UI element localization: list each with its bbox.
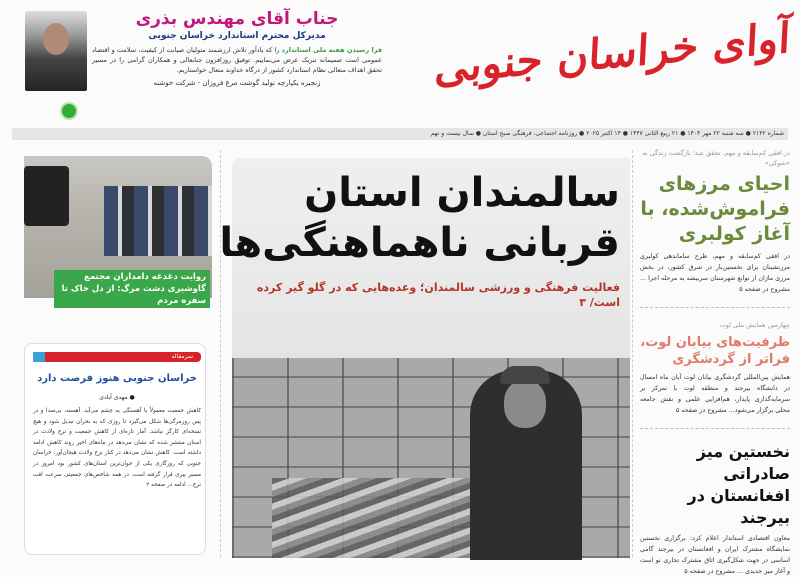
divider bbox=[640, 307, 790, 308]
news-item[interactable] bbox=[640, 441, 790, 577]
news-headline[interactable]: ظرفیت‌های بیابان لوت، فراتر از گردشگری bbox=[640, 335, 790, 367]
main-headline[interactable] bbox=[219, 168, 620, 268]
column-divider bbox=[632, 150, 633, 557]
main-lead: فعالیت فرهنگی و ورزشی سالمندان؛ وعده‌هایی که در گلو گیر کرده است/ ۳ bbox=[256, 281, 620, 309]
company-logo-icon bbox=[60, 102, 78, 120]
editorial-body: کاهش جمعیت معمولاً با آهستگی به چشم می‌آید. آهسته، بی‌صدا و در پس روزمرگی‌ها شکل می‌گیرد تا روزی که به بحران تبدیل شود و هیچ نسخه‌ای کارگر نباشد. آمار تازه‌ای از کاهش جمعیت و نرخ ولادت در استان منتشر شده که نشان می‌دهد در ماه‌های اخیر روند کاهش ادامه داشته است. کاهش نشان می‌دهد در کنار نرخ ولادت هیجان‌آور، خراسان جنوبی که روزگاری یکی از جوان‌ترین استان‌های کشور بود امروز در مسیر پیری قرار گرفته است. در همه شاخص‌های جمعیتی سرعت افت نرخ... ادامه در صفحه ۲ bbox=[33, 408, 201, 489]
ad-portrait-photo bbox=[25, 11, 87, 91]
dateline-bar: شماره ۲۱۳۲ ● سه شنبه ۲۲ مهر ۱۴۰۴ ● ۲۱ ربیع الثانی ۱۴۴۷ ● ۱۴ اکتبر ۲۰۲۵ ● روزنامه اجتماعی، فرهنگی صبح استان ● سال بیست و نهم bbox=[12, 128, 788, 140]
photo-caption[interactable]: روایت دغدغه دامداران مجتمع گاوشیری دشت مرگ: از دل خاک تا سفره مردم bbox=[54, 270, 210, 308]
column-divider bbox=[220, 150, 221, 557]
ad-body-text: را که یادآور تلاش ارزشمند متولیان صیانت از کیفیت، سلامت و اقتصاد عمومی است صمیمانه تبریک عرض می‌نماییم. توفیق روزافزون جنابعالی و همکاران گرامی را در مسیر تحقق اهداف متعالی نظام استاندارد کشور از درگاه خداوند متعال خواستاریم. bbox=[92, 46, 382, 74]
news-body: همایش بین‌المللی گردشگری بیابان لوت آبان ماه امسال در دانشگاه بیرجند و منطقه لوت با تمرکز بر سرمایه‌گذاری پایدار، هم‌افزایی علمی و نقش جامعه محلی برگزار می‌شود... مشروح در صفحه ۵ bbox=[640, 374, 790, 414]
ad-text-block bbox=[92, 8, 382, 89]
headline-line-1: سالمندان استان bbox=[304, 170, 620, 216]
news-kicker: چهارمین همایش ملی لوت bbox=[719, 321, 790, 329]
divider bbox=[640, 428, 790, 429]
right-news-column bbox=[640, 148, 790, 575]
photo-face bbox=[504, 380, 546, 428]
news-body: در افقی کم‌سابقه و مهم، طرح ساماندهی کولبری مرزنشینان برای نخستین‌بار در شرق کشور، در بخش مرزی ماژان از توابع شهرستان سربیشه به مرحله اجرا ... مشروح در صفحه ۵ bbox=[640, 253, 790, 293]
news-body: معاون اقتصادی استاندار اعلام کرد: برگزاری نخستین نمایشگاه مشترک ایران و افغانستان در بیرجند گامی اساسی در جهت شکل‌گیری اتاق مشترک تجاری نو است و آغاز میز جدیدی ... مشروح در صفحه ۵ bbox=[640, 535, 790, 575]
photo-cow bbox=[24, 166, 69, 226]
photo-firewood bbox=[272, 478, 492, 558]
editorial-box bbox=[24, 343, 206, 555]
news-headline[interactable]: احیای مرزهای فراموش‌شده، با آغاز کولبری bbox=[640, 173, 790, 245]
photo-hat bbox=[500, 366, 550, 384]
ad-title: جناب آقای مهندس بذری bbox=[135, 9, 339, 29]
newspaper-masthead: آوای خراسان جنوبی bbox=[433, 13, 792, 93]
ad-subtitle: مدیرکل محترم استاندارد خراسان جنوبی bbox=[148, 31, 326, 41]
advertisement-congratulation bbox=[20, 6, 388, 126]
news-photo-livestock-visit[interactable] bbox=[24, 156, 212, 306]
ad-highlight: فرا رسیدن هفته ملی استاندارد bbox=[281, 46, 382, 54]
main-story bbox=[219, 158, 630, 557]
editorial-author: ● مهدی آبادی bbox=[99, 394, 135, 401]
news-item[interactable] bbox=[640, 320, 790, 416]
news-kicker: در افقی کم‌سابقه و مهم، تحقق شد؛ بازگشت زندگی به «شوکی» bbox=[642, 149, 790, 167]
editorial-tag: سرمقاله bbox=[33, 352, 201, 362]
editorial-title[interactable]: خراسان جنوبی هنوز فرصت دارد bbox=[37, 373, 197, 384]
ad-body bbox=[92, 45, 382, 75]
headline-line-2: قربانی ناهماهنگی‌ها bbox=[219, 220, 620, 266]
ad-signature: زنجیره یکپارچه تولید گوشت مرغ فروزان - شرکت خوشنه bbox=[153, 79, 321, 87]
photo-officials bbox=[104, 186, 212, 256]
news-item[interactable] bbox=[640, 148, 790, 295]
news-headline[interactable]: نخستین میز صادراتی افغانستان در بیرجند bbox=[687, 442, 790, 527]
